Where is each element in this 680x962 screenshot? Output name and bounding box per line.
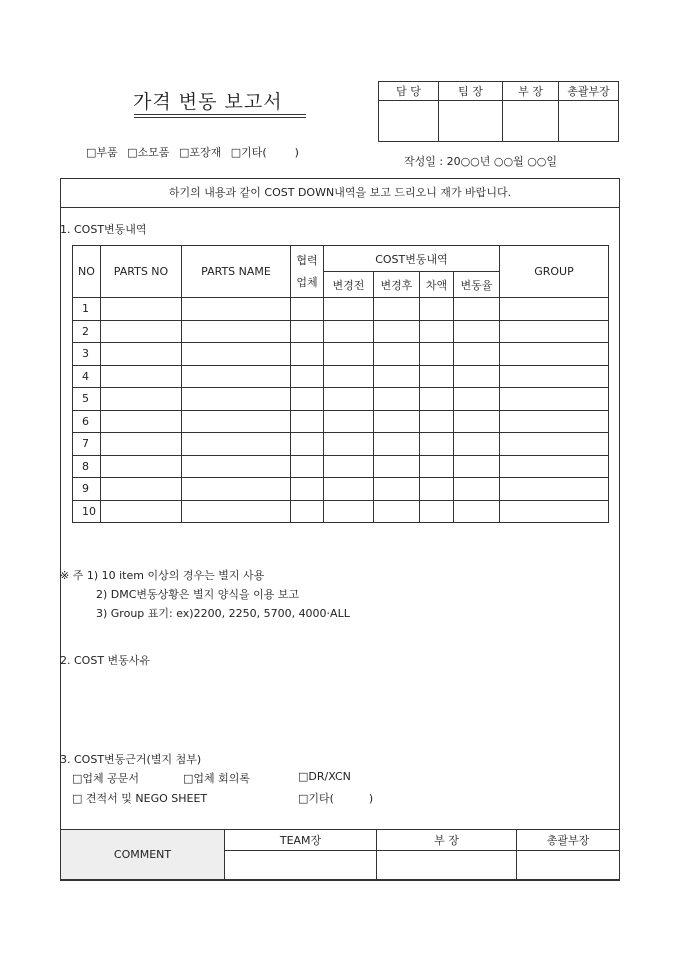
table-cell[interactable]: [374, 410, 420, 433]
table-cell[interactable]: [291, 320, 324, 343]
table-cell[interactable]: [420, 433, 454, 456]
category-checkboxes: [86, 144, 305, 160]
table-row: [73, 343, 609, 366]
table-row: [73, 433, 609, 456]
approval-header-general: 총괄부장: [559, 82, 619, 101]
table-cell[interactable]: [182, 455, 291, 478]
approval-sign-dept[interactable]: [503, 101, 559, 142]
header-after: 변경후: [374, 272, 420, 298]
intro-text: 하기의 내용과 같이 COST DOWN내역을 보고 드리오니 재가 바랍니다.: [60, 178, 620, 208]
table-cell[interactable]: [291, 343, 324, 366]
table-cell[interactable]: [101, 388, 182, 411]
table-cell[interactable]: [374, 478, 420, 501]
header-group: GROUP: [500, 246, 609, 298]
table-cell[interactable]: [500, 320, 609, 343]
table-cell[interactable]: [500, 433, 609, 456]
table-cell[interactable]: [324, 433, 374, 456]
footer-team-header: TEAM장: [225, 830, 377, 851]
category-parts[interactable]: □부품: [86, 146, 118, 159]
table-row: [73, 410, 609, 433]
table-cell[interactable]: [101, 433, 182, 456]
table-row: [73, 320, 609, 343]
table-cell[interactable]: [101, 365, 182, 388]
table-cell[interactable]: [374, 455, 420, 478]
approval-sign-team[interactable]: [439, 101, 503, 142]
table-cell[interactable]: [324, 455, 374, 478]
table-cell[interactable]: [420, 410, 454, 433]
footer-dept-header: 부 장: [377, 830, 517, 851]
basis-dr-xcn[interactable]: □DR/XCN: [298, 770, 351, 783]
table-cell[interactable]: [324, 388, 374, 411]
table-cell[interactable]: [500, 365, 609, 388]
table-cell[interactable]: [101, 343, 182, 366]
table-cell[interactable]: [374, 433, 420, 456]
title-underline: [134, 117, 306, 118]
footer-general-sign[interactable]: [517, 851, 620, 880]
approval-sign-manager[interactable]: [379, 101, 439, 142]
table-cell[interactable]: [182, 410, 291, 433]
note-1: ※ 주 1) 10 item 이상의 경우는 별지 사용: [60, 569, 265, 582]
footer-general-header: 총괄부장: [517, 830, 620, 851]
table-cell[interactable]: [374, 298, 420, 321]
table-cell[interactable]: [324, 500, 374, 523]
table-cell[interactable]: [291, 410, 324, 433]
header-cost-group: COST변동내역: [324, 246, 500, 272]
table-cell[interactable]: [454, 433, 500, 456]
header-before: 변경전: [324, 272, 374, 298]
table-cell[interactable]: [420, 500, 454, 523]
table-cell[interactable]: [500, 298, 609, 321]
table-cell[interactable]: [420, 455, 454, 478]
table-cell[interactable]: [182, 365, 291, 388]
row-number: 7: [73, 433, 101, 456]
table-cell[interactable]: [291, 298, 324, 321]
row-number: 1: [73, 298, 101, 321]
basis-quotation[interactable]: □ 견적서 및 NEGO SHEET: [72, 792, 208, 805]
table-cell[interactable]: [374, 500, 420, 523]
table-cell[interactable]: [291, 500, 324, 523]
basis-vendor-letter[interactable]: □업체 공문서: [72, 772, 140, 785]
table-cell[interactable]: [500, 343, 609, 366]
header-vendor-line1: 협력: [296, 253, 318, 267]
table-cell[interactable]: [454, 410, 500, 433]
table-cell[interactable]: [374, 343, 420, 366]
table-cell[interactable]: [454, 298, 500, 321]
table-cell[interactable]: [324, 410, 374, 433]
table-cell[interactable]: [454, 388, 500, 411]
table-cell[interactable]: [500, 410, 609, 433]
table-cell[interactable]: [101, 500, 182, 523]
table-row: [73, 478, 609, 501]
note-3: 3) Group 표기: ex)2200, 2250, 5700, 4000·ALL: [96, 607, 350, 620]
row-number: 2: [73, 320, 101, 343]
table-cell[interactable]: [374, 365, 420, 388]
table-cell[interactable]: [420, 388, 454, 411]
title-underline: [134, 114, 306, 115]
table-cell[interactable]: [324, 365, 374, 388]
table-cell[interactable]: [454, 455, 500, 478]
table-cell[interactable]: [182, 478, 291, 501]
table-cell[interactable]: [291, 433, 324, 456]
row-number: 5: [73, 388, 101, 411]
row-number: 10: [73, 500, 101, 523]
header-no: NO: [73, 246, 101, 298]
table-row: [73, 455, 609, 478]
header-parts-name: PARTS NAME: [182, 246, 291, 298]
created-date: 작성일 : 20○○년 ○○월 ○○일: [404, 155, 558, 168]
table-cell[interactable]: [420, 478, 454, 501]
table-cell[interactable]: [420, 320, 454, 343]
table-cell[interactable]: [101, 298, 182, 321]
table-cell[interactable]: [101, 410, 182, 433]
table-cell[interactable]: [324, 320, 374, 343]
comment-table: [60, 829, 620, 880]
row-number: 6: [73, 410, 101, 433]
table-cell[interactable]: [182, 343, 291, 366]
table-cell[interactable]: [454, 365, 500, 388]
table-cell[interactable]: [101, 455, 182, 478]
section2-title: 2. COST 변동사유: [60, 654, 151, 667]
table-cell[interactable]: [182, 298, 291, 321]
header-diff: 차액: [420, 272, 454, 298]
note-2: 2) DMC변동상황은 별지 양식을 이용 보고: [96, 588, 300, 601]
section1-title: 1. COST변동내역: [60, 223, 147, 236]
table-cell[interactable]: [182, 433, 291, 456]
table-cell[interactable]: [420, 298, 454, 321]
header-parts-no: PARTS NO: [101, 246, 182, 298]
basis-other[interactable]: □기타( ): [298, 792, 374, 805]
cost-change-table: [72, 245, 609, 523]
table-cell[interactable]: [454, 478, 500, 501]
approval-header-team: 팀 장: [439, 82, 503, 101]
category-consumables[interactable]: □소모품: [127, 146, 170, 159]
approval-header-dept: 부 장: [503, 82, 559, 101]
table-cell[interactable]: [454, 320, 500, 343]
row-number: 8: [73, 455, 101, 478]
category-other[interactable]: □기타( ): [230, 146, 299, 159]
table-cell[interactable]: [454, 343, 500, 366]
header-vendor: [291, 246, 324, 298]
table-row: [73, 298, 609, 321]
table-cell[interactable]: [420, 343, 454, 366]
footer-team-sign[interactable]: [225, 851, 377, 880]
table-cell[interactable]: [182, 388, 291, 411]
approval-header-manager: 담 당: [379, 82, 439, 101]
comment-label: COMMENT: [61, 830, 225, 880]
table-cell[interactable]: [182, 320, 291, 343]
row-number: 9: [73, 478, 101, 501]
table-cell[interactable]: [454, 500, 500, 523]
table-cell[interactable]: [291, 478, 324, 501]
table-cell[interactable]: [420, 365, 454, 388]
table-cell[interactable]: [101, 320, 182, 343]
section3-title: 3. COST변동근거(별지 첨부): [60, 753, 202, 766]
footer-dept-sign[interactable]: [377, 851, 517, 880]
row-number: 3: [73, 343, 101, 366]
approval-sign-general[interactable]: [559, 101, 619, 142]
category-packaging[interactable]: □포장재: [178, 146, 222, 159]
table-cell[interactable]: [500, 500, 609, 523]
table-cell[interactable]: [291, 365, 324, 388]
header-vendor-line2: 업체: [296, 275, 318, 289]
table-row: [73, 388, 609, 411]
table-cell[interactable]: [500, 478, 609, 501]
table-cell[interactable]: [291, 455, 324, 478]
table-cell[interactable]: [291, 388, 324, 411]
row-number: 4: [73, 365, 101, 388]
table-cell[interactable]: [324, 298, 374, 321]
header-rate: 변동율: [454, 272, 500, 298]
table-cell[interactable]: [500, 388, 609, 411]
basis-vendor-minutes[interactable]: □업체 회의록: [183, 772, 251, 785]
table-cell[interactable]: [324, 343, 374, 366]
table-cell[interactable]: [182, 500, 291, 523]
table-cell[interactable]: [324, 478, 374, 501]
approval-table: [378, 81, 619, 142]
page-title: 가격 변동 보고서: [133, 91, 283, 113]
table-cell[interactable]: [500, 455, 609, 478]
table-cell[interactable]: [374, 388, 420, 411]
table-row: [73, 365, 609, 388]
table-cell[interactable]: [374, 320, 420, 343]
table-cell[interactable]: [101, 478, 182, 501]
table-row: [73, 500, 609, 523]
